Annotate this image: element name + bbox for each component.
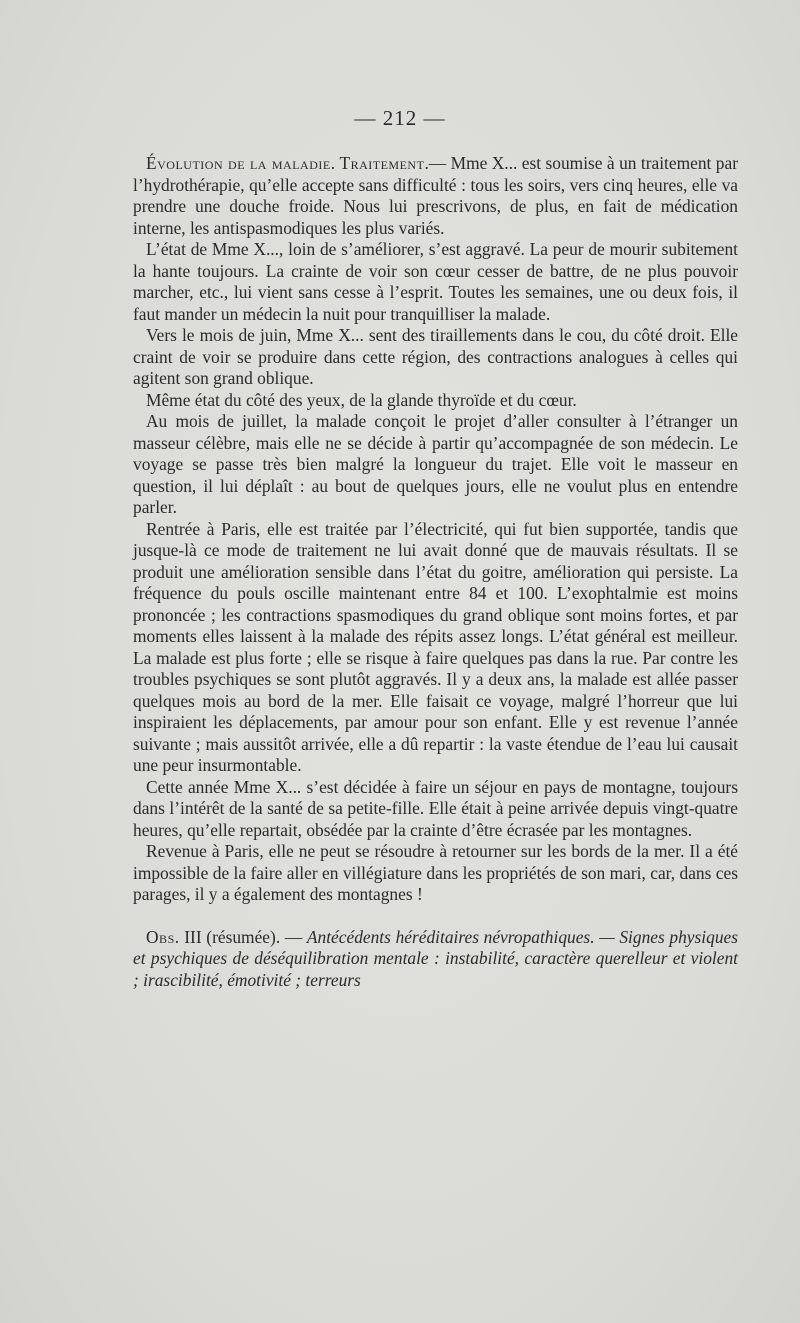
section-heading-evolution: Évolution de la maladie bbox=[146, 153, 331, 173]
heading-separator: .— bbox=[424, 153, 451, 173]
paragraph: Même état du côté des yeux, de la glande thyroïde et du cœur. bbox=[146, 389, 577, 410]
intro-text: Mme X... est soumise à un traitement par l’hydrothérapie, qu’elle accepte sans difficulté : tous les soirs, vers cinq heures, elle va prendre une douche froide. Nous lui prescrivons, de plus, en fait de médication interne, les antispasmodiques les plus variés. bbox=[133, 153, 739, 238]
paragraph: Vers le mois de juin, Mme X... sent des tiraillements dans le cou, du côté droit. Elle craint de voir se produire dans cette région, des contractions analogues à celles qui agitent son grand oblique. bbox=[133, 325, 738, 388]
observation-label: Obs. bbox=[146, 926, 180, 947]
observation-number: III (résumée). — bbox=[179, 926, 307, 947]
section-intro-paragraph bbox=[133, 153, 738, 239]
paragraph: L’état de Mme X..., loin de s’améliorer, s’est aggravé. La peur de mourir subitement la hante toujours. La crainte de voir son cœur cesser de battre, de ne plus pouvoir marcher, etc., lui vient sans cesse à l’esprit. Toutes les semaines, une ou deux fois, il faut mander un médecin la nuit pour tranquilliser la malade. bbox=[133, 239, 738, 324]
paragraph: Rentrée à Paris, elle est traitée par l’électricité, qui fut bien supportée, tandis que jusque-là ce mode de traitement ne lui avait donné que de mauvais résultats. Il se produit une amélioration sensible dans l’état du goitre, amélioration qui persiste. La fréquence du pouls oscille maintenant entre 84 et 100. L’exophtalmie est moins prononcée ; les contractions spasmodiques du grand oblique sont moins fortes, et par moments elles laissent à la malade des répits assez longs. L’état général est meilleur. La malade est plus forte ; elle se risque à faire quelques pas dans la rue. Par contre les troubles psychiques se sont plutôt aggravés. Il y a deux ans, la malade est allée passer quelques mois au bord de la mer. Elle faisait ce voyage, malgré l’horreur que lui inspiraient les déplacements, par amour pour son enfant. Elle y est revenue l’année suivante ; mais aussitôt arrivée, elle a dû repartir : la vaste étendue de l’eau lui causait une peur insurmontable. bbox=[133, 518, 738, 775]
page-number: — 212 — bbox=[354, 106, 446, 130]
paragraph: Au mois de juillet, la malade conçoit le projet d’aller consulter à l’étranger un masseur célèbre, mais elle ne se décide à partir qu’accompagnée de son médecin. Le voyage se passe très bien malgré la longueur du trajet. Elle voit le masseur en question, il lui déplaît : au bout de quelques jours, elle ne voulut plus en entendre parler. bbox=[133, 411, 738, 517]
paragraph: Cette année Mme X... s’est décidée à faire un séjour en pays de montagne, toujours dans l’intérêt de la santé de sa petite-fille. Elle était à peine arrivée depuis vingt-quatre heures, qu’elle repartait, obsédée par la crainte d’être écrasée par les montagnes. bbox=[133, 776, 738, 840]
section-heading-traitement: Traitement bbox=[339, 153, 425, 173]
observation-summary: Antécédents héréditaires névropathiques. — Signes physiques et psychiques de déséquilibration mentale : instabilité, caractère querelleur et violent ; irascibilité, émotivité ; terreurs bbox=[133, 926, 738, 990]
observation-paragraph bbox=[133, 927, 738, 992]
paragraph: Revenue à Paris, elle ne peut se résoudre à retourner sur les bords de la mer. Il a été impossible de la faire aller en villégiature dans les propriétés de son mari, car, dans ces parages, il y a également des montagnes ! bbox=[133, 841, 738, 904]
heading-separator: . bbox=[330, 153, 340, 173]
body-text bbox=[133, 153, 738, 991]
